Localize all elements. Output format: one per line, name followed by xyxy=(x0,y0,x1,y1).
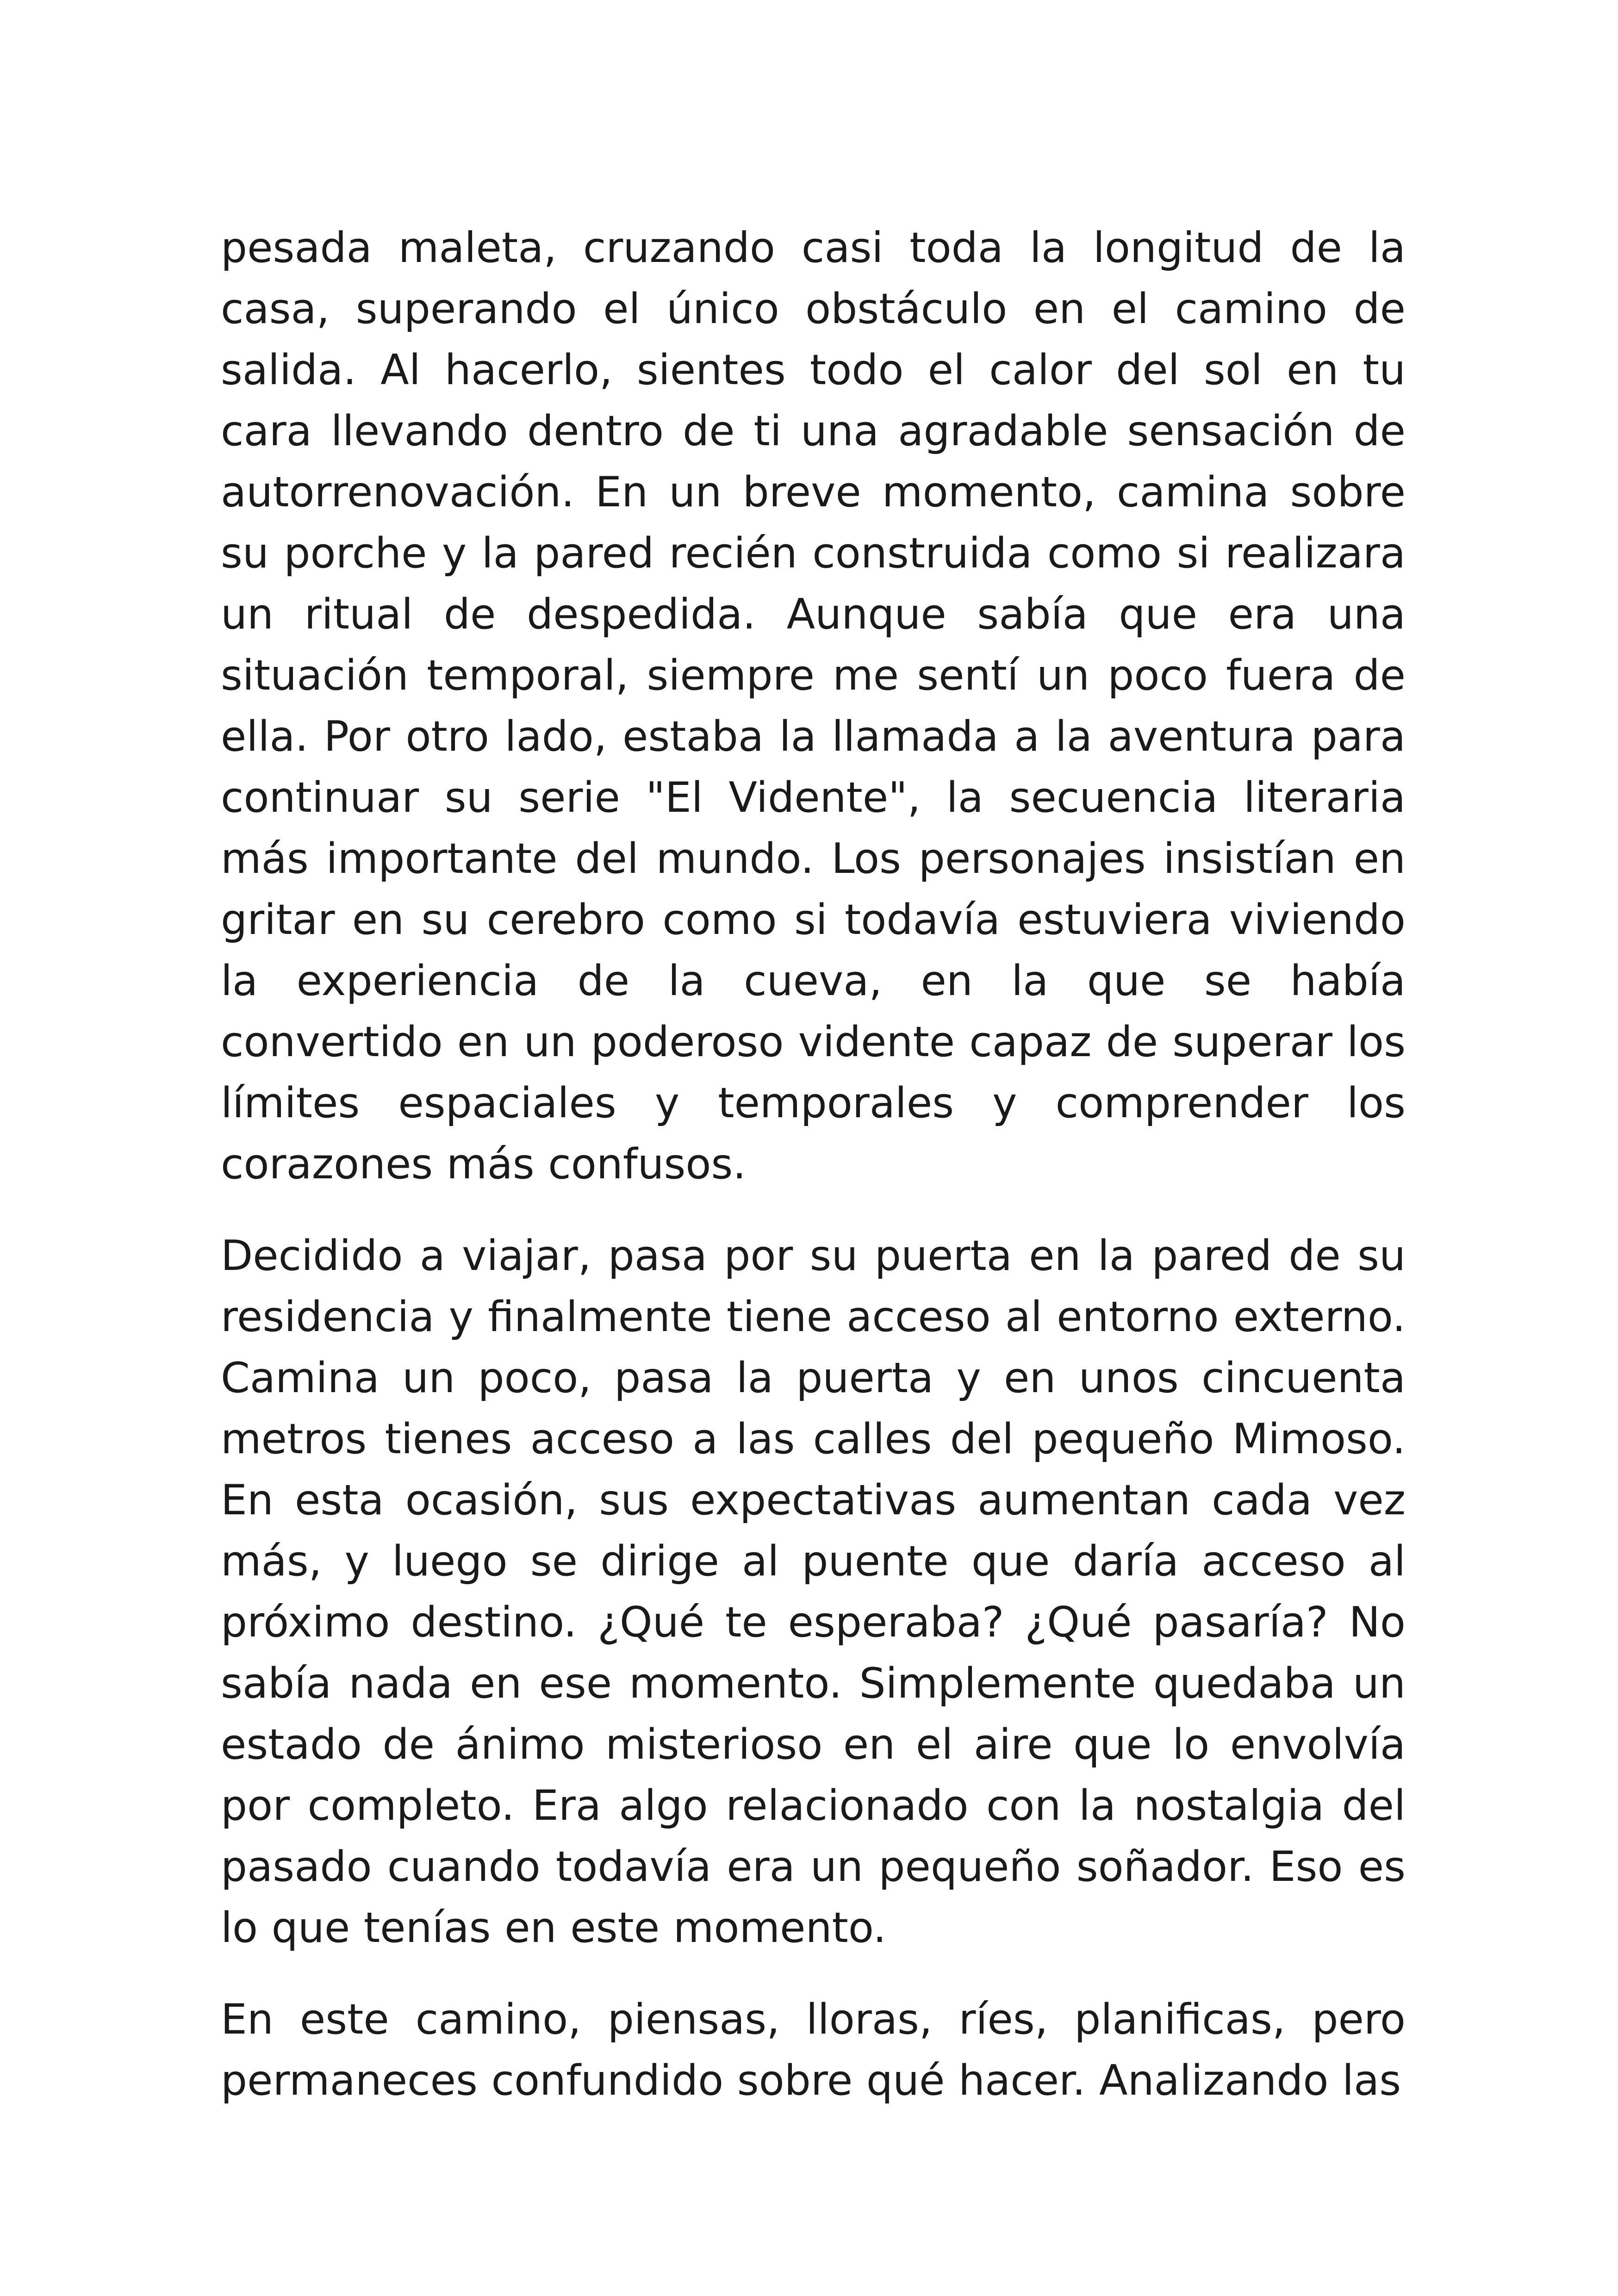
paragraph-2: Decidido a viajar, pasa por su puerta en la pared de su residencia y finalmente tiene acceso al entorno externo. Camina un poco, pasa la puerta y en unos cincuenta metros tienes acceso a las calles del pequeño Mimoso. En esta ocasión, sus expectativas aumentan cada vez más, y luego se dirige al puente que daría acceso al próximo destino. ¿Qué te esperaba? ¿Qué pasaría? No sabía nada en ese momento. Simplemente quedaba un estado de ánimo misterioso en el aire que lo envolvía por completo. Era algo relacionado con la nostalgia del pasado cuando todavía era un pequeño soñador. Eso es lo que tenías en este momento. xyxy=(221,1232,1406,1952)
paragraph-1: pesada maleta, cruzando casi toda la longitud de la casa, superando el único obstáculo en el camino de salida. Al hacerlo, sientes todo el calor del sol en tu cara llevando dentro de ti una agradable sensación de autorrenovación. En un breve momento, camina sobre su porche y la pared recién construida como si realizara un ritual de despedida. Aunque sabía que era una situación temporal, siempre me sentí un poco fuera de ella. Por otro lado, estaba la llamada a la aventura para continuar su serie "El Vidente", la secuencia literaria más importante del mundo. Los personajes insistían en gritar en su cerebro como si todavía estuviera viviendo la experiencia de la cueva, en la que se había convertido en un poderoso vidente capaz de superar los límites espaciales y temporales y comprender los corazones más confusos. xyxy=(221,224,1406,1188)
paragraph-3: En este camino, piensas, lloras, ríes, planificas, pero permaneces confundido sobre qué hacer. Analizando las xyxy=(221,1995,1406,2105)
body-text xyxy=(221,218,1406,2111)
